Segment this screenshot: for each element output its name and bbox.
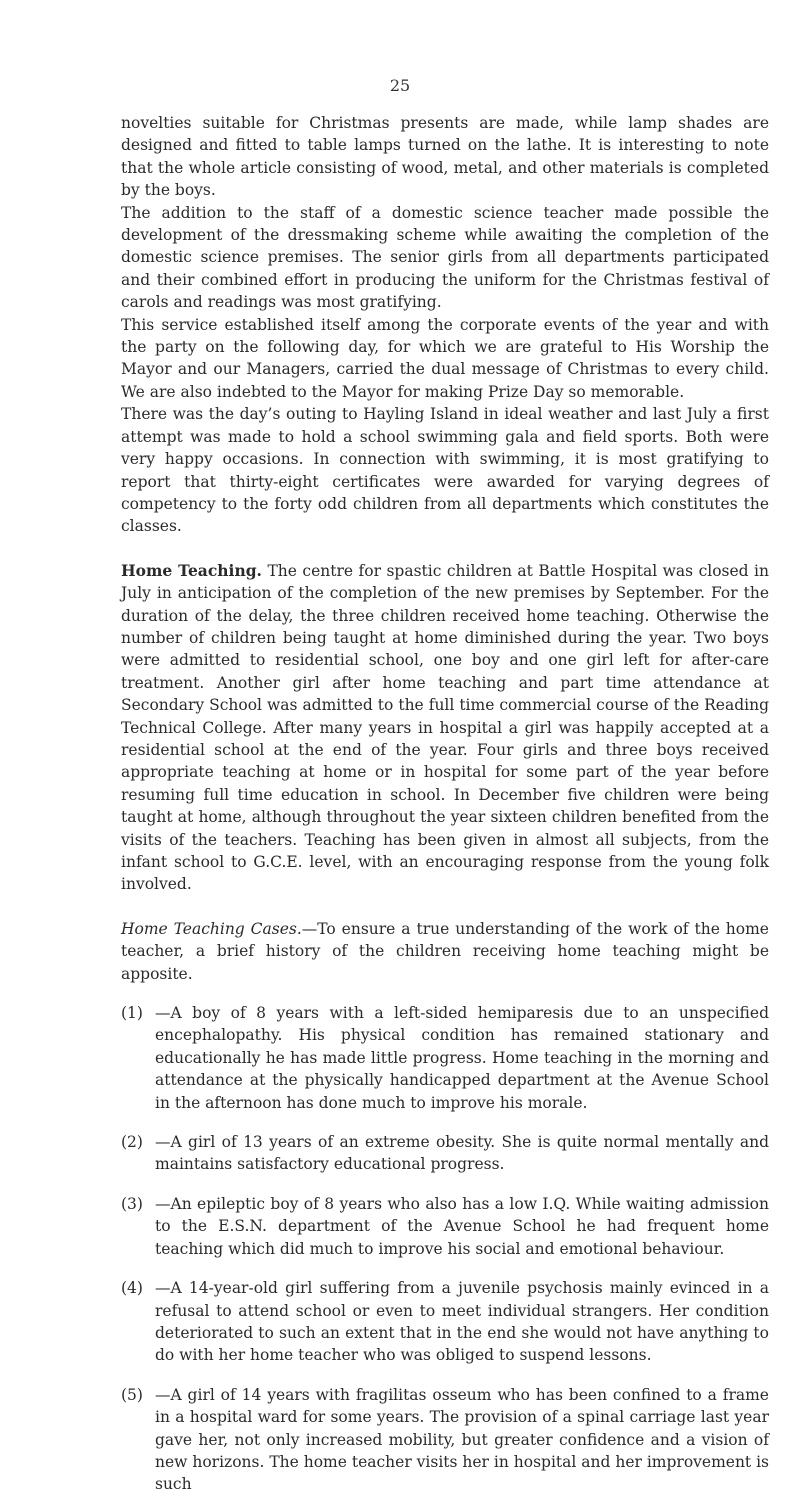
paragraph-outing: There was the day’s outing to Hayling Island in ideal weather and last July a first attempt was made to hold a school swimming gala and field sports. Both were very happy occasions. In connection with swimming, it is most gratifying to report that thirty-eight certificates were awarded for varying degrees of competency to the forty odd children from all departments which constitutes the classes. — [121, 405, 769, 536]
paragraph-domestic-science: The addition to the staff of a domestic science teacher made possible the development of the dressmaking scheme while awaiting the completion of the domestic science premises. The senior girls from all departments participated and their combined effort in producing the uniform for the Christmas festival of carols and readings was most gratifying. — [121, 203, 769, 312]
page-number: 25 — [389, 76, 411, 95]
case-text: —An epileptic boy of 8 years who also has a low I.Q. While waiting admission to the E.S.N. department of the Avenue School he had frequent home teaching which did much to improve his social and emotional behaviour. — [155, 1194, 769, 1258]
paragraph-novelties: novelties suitable for Christmas presents are made, while lamp shades are designed and fitted to table lamps turned on the lathe. It is interesting to note that the whole article consisting of wood, metal, and other materials is completed by the boys. — [121, 114, 769, 200]
case-text: —A boy of 8 years with a left-sided hemiparesis due to an unspecified encephalopathy. His physical condition has remained stationary and educationally he has made little progress. Home teaching in the morning and attendance at the physically handicapped department at the Avenue School in the afternoon has done much to improve his morale. — [155, 1004, 769, 1112]
case-text: —A girl of 13 years of an extreme obesity. She is quite normal mentally and maintains satisfactory educational progress. — [155, 1133, 769, 1174]
case-number: (4) — [121, 1279, 143, 1298]
cases-intro-text: —To ensure a true understanding of the work of the home teacher, a brief history of the children receiving home teaching might be apposite. — [121, 919, 769, 983]
case-item — [121, 1277, 769, 1367]
case-item — [121, 1193, 769, 1260]
case-text: —A girl of 14 years with fragilitas osseum who has been confined to a frame in a hospital ward for some years. The provision of a spinal carriage last year gave her, not only increased mobility, but greater confidence and a vision of new horizons. The home teacher visits her in hospital and her improvement is such — [155, 1385, 769, 1494]
cases-heading: Home Teaching Cases. — [121, 919, 302, 938]
home-teaching-section — [121, 560, 769, 896]
case-number: (1) — [121, 1004, 143, 1023]
home-teaching-heading: Home Teaching. — [121, 560, 262, 580]
case-item — [121, 1384, 769, 1496]
case-item — [121, 1002, 769, 1114]
home-teaching-cases-intro — [121, 918, 769, 985]
case-item — [121, 1131, 769, 1176]
case-text: —A 14-year-old girl suffering from a juvenile psychosis mainly evinced in a refusal to attend school or even to meet individual strangers. Her condition deteriorated to such an extent that in the end she would not have anything to do with her home teacher who was obliged to suspend lessons. — [155, 1279, 769, 1365]
case-number: (3) — [121, 1194, 143, 1213]
paragraph-service: This service established itself among the corporate events of the year and with the party on the following day, for which we are grateful to His Worship the Mayor and our Managers, carried the dual message of Christmas to every child. We are also indebted to the Mayor for making Prize Day so memorable. — [121, 315, 769, 401]
case-number: (2) — [121, 1133, 143, 1152]
document-body — [121, 112, 769, 1496]
case-number: (5) — [121, 1385, 143, 1404]
home-teaching-text: The centre for spastic children at Battle Hospital was closed in July in anticipation of the completion of the new premises by September. For the duration of the delay, the three children received home teaching. Otherwise the number of children being taught at home diminished during the year. Two boys were admitted to residential school, one boy and one girl left for after-care treatment. Another girl after home teaching and part time attendance at Secondary School was admitted to the full time commercial course of the Reading Technical College. After many years in hospital a girl was happily accepted at a residential school at the end of the year. Four girls and three boys received appropriate teaching at home or in hospital for some part of the year before resuming full time education in school. In December five children were being taught at home, although throughout the year sixteen children benefited from the visits of the teachers. Teaching has been given in almost all subjects, from the infant school to G.C.E. level, with an encouraging response from the young folk involved. — [121, 561, 769, 894]
